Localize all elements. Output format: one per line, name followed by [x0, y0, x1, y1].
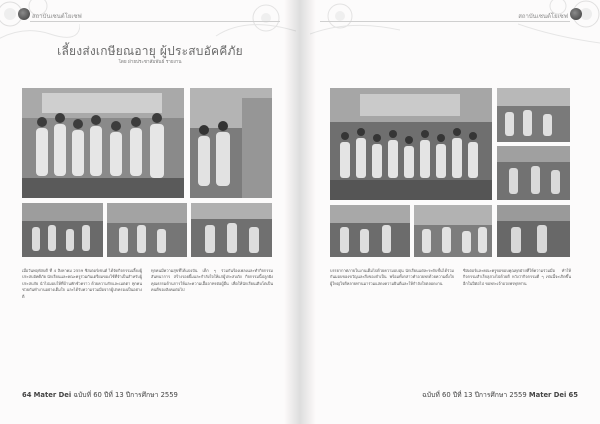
photo-group	[22, 203, 103, 257]
photo-group	[414, 205, 492, 257]
article-title: เลี้ยงส่งเกษียณอายุ ผู้ประสบอัคคีภัย	[57, 44, 243, 58]
school-emblem-icon	[570, 8, 582, 20]
floral-decoration	[310, 0, 400, 74]
gutter-shadow	[300, 0, 316, 424]
photo-group	[107, 203, 187, 257]
photo-group	[330, 205, 410, 257]
magazine-name: Mater Dei	[528, 391, 567, 399]
photo-group	[191, 203, 272, 257]
photo-group	[497, 88, 570, 142]
header-divider	[30, 21, 280, 22]
school-emblem-icon	[18, 8, 30, 20]
article-text-column: ซิสเตอร์และคณะครูขอขอบคุณทุกฝ่ายที่ให้ความร่วมมือ ทำให้กิจกรรมสำเร็จลุล่วงไปด้วยดี หวังว่ากิจกรรมดี ๆ เช่นนี้จะเกิดขึ้นอีกในปีต่อไป ขอพระเจ้าอวยพรทุกท่าน	[463, 268, 571, 286]
issue-info: ฉบับที่ 60 ปีที่ 13 ปีการศึกษา 2559	[422, 391, 527, 399]
running-header: สถาบันเซนต์โยเซฟ	[518, 13, 568, 20]
photo-group	[190, 88, 272, 198]
magazine-name: Mater Dei	[33, 391, 72, 399]
page-footer	[22, 389, 178, 400]
page-footer	[422, 389, 578, 400]
article-byline: โดย ฝ่ายประชาสัมพันธ์ รายงาน	[118, 60, 182, 65]
page-number: 65	[568, 391, 578, 399]
article-text-column: เมื่อวันพฤหัสบดี ที่ 4 สิงหาคม 2559 ซิสเตอร์เซนต์ ได้จัดกิจกรรมเลี้ยงผู้ประสบอัคคีภัย นักเรียนและคณะครูร่วมกันเตรียมของใช้ที่จำเป็นสำหรับผู้ประสบภัย นำไปมอบให้ที่บ้านพักชั่วคราว ด้วยความรักและเมตตา ทุกคนช่วยกันทำงานอย่างเต็มใจ และได้รับความร่วมมือจากผู้ปกครองเป็นอย่างดี	[22, 268, 142, 299]
photo-group	[22, 88, 184, 198]
page-number: 64	[22, 391, 32, 399]
running-header: สถาบันเซนต์โยเซฟ	[32, 13, 82, 20]
issue-info: ฉบับที่ 60 ปีที่ 13 ปีการศึกษา 2559	[73, 391, 178, 399]
article-text-column: ทุกคนมีความสุขที่ได้แบ่งปัน เด็ก ๆ ร่วมกันร้องเพลงและทำกิจกรรมสันทนาการ สร้างรอยยิ้มและกำลังใจให้แก่ผู้ประสบภัย กิจกรรมนี้ปลูกฝังคุณธรรมด้านการให้และความเอื้ออาทรต่อผู้อื่น เพื่อให้นักเรียนเติบโตเป็นคนดีของสังคมต่อไป	[151, 268, 273, 293]
photo-group	[497, 146, 570, 200]
right-page	[300, 0, 600, 424]
photo-group	[330, 88, 492, 200]
header-divider	[320, 21, 570, 22]
article-text-column: บรรยากาศภายในงานเต็มไปด้วยความอบอุ่น นักเรียนแต่ละระดับชั้นได้ร่วมกันมอบของขวัญและสิ่งของจำเป็น พร้อมทั้งกล่าวคำอวยพรด้วยความตั้งใจ ผู้ใหญ่ใจดีหลายท่านมาร่วมแสดงความยินดีและให้กำลังใจตลอดงาน	[330, 268, 454, 286]
gutter-shadow	[284, 0, 300, 424]
photo-group	[497, 205, 570, 257]
